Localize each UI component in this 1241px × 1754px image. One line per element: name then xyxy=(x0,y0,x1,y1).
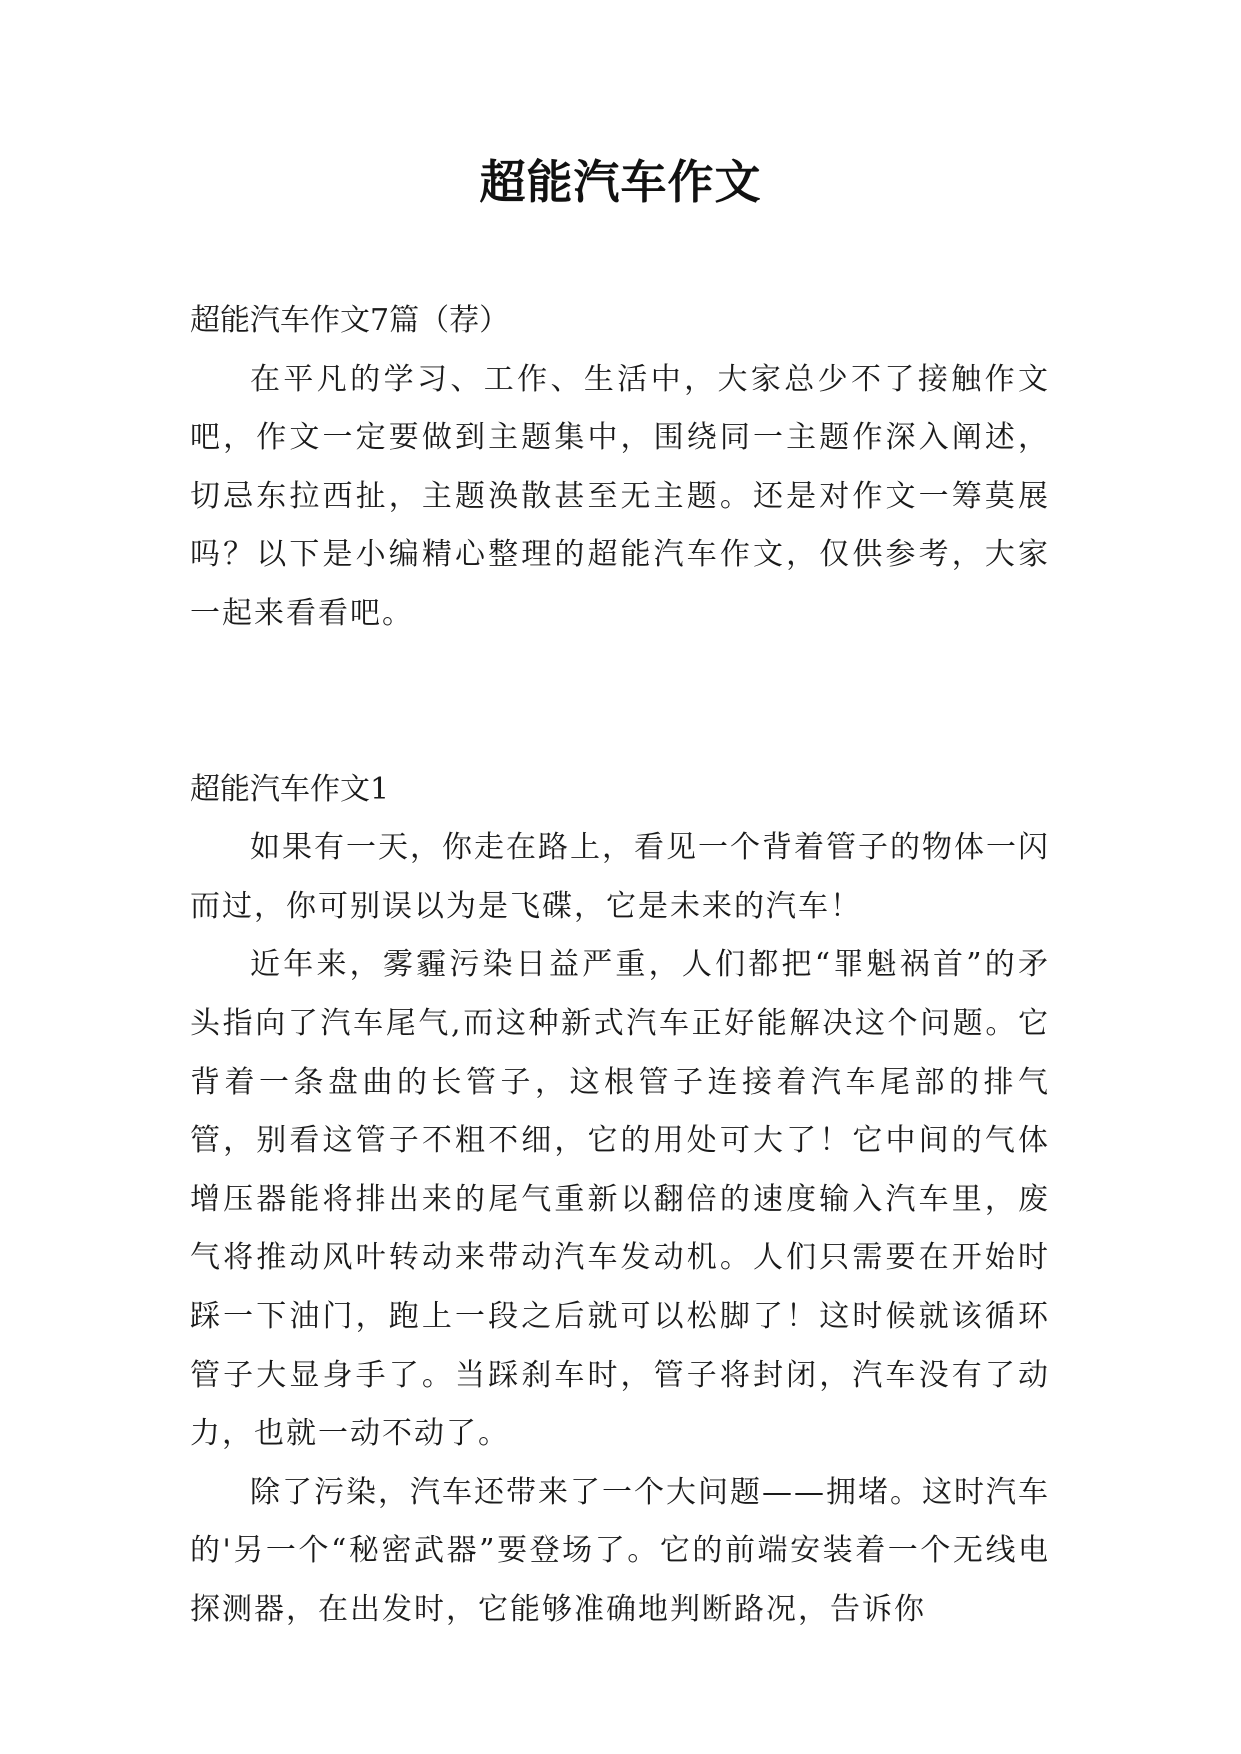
section-heading: 超能汽车作文1 xyxy=(190,771,390,807)
body-paragraph: 除了污染，汽车还带来了一个大问题——拥堵。这时汽车的'另一个“秘密武器”要登场了。它的前端安装着一个无线电探测器，在出发时，它能够准确地判断路况，告诉你 xyxy=(190,1474,1050,1627)
document-body xyxy=(190,292,1050,1639)
intro-paragraph: 在平凡的学习、工作、生活中，大家总少不了接触作文吧，作文一定要做到主题集中，围绕同一主题作深入阐述，切忌东拉西扯，主题涣散甚至无主题。还是对作文一筹莫展吗？以下是小编精心整理的超能汽车作文，仅供参考，大家一起来看看吧。 xyxy=(190,361,1050,631)
section-spacer xyxy=(190,644,1050,761)
body-paragraph: 近年来，雾霾污染日益严重，人们都把“罪魁祸首”的矛头指向了汽车尾气,而这种新式汽车正好能解决这个问题。它背着一条盘曲的长管子，这根管子连接着汽车尾部的排气管，别看这管子不粗不细，它的用处可大了！它中间的气体增压器能将排出来的尾气重新以翻倍的速度输入汽车里，废气将推动风叶转动来带动汽车发动机。人们只需要在开始时踩一下油门，跑上一段之后就可以松脚了！这时候就该循环管子大显身手了。当踩刹车时，管子将封闭，汽车没有了动力，也就一动不动了。 xyxy=(190,947,1050,1452)
essay-section-1 xyxy=(190,761,1050,1640)
document-subtitle: 超能汽车作文7篇（荐） xyxy=(190,303,510,338)
body-paragraph: 如果有一天，你走在路上，看见一个背着管子的物体一闪而过，你可别误以为是飞碟，它是未来的汽车！ xyxy=(190,830,1050,924)
document-title: 超能汽车作文 xyxy=(479,155,762,209)
